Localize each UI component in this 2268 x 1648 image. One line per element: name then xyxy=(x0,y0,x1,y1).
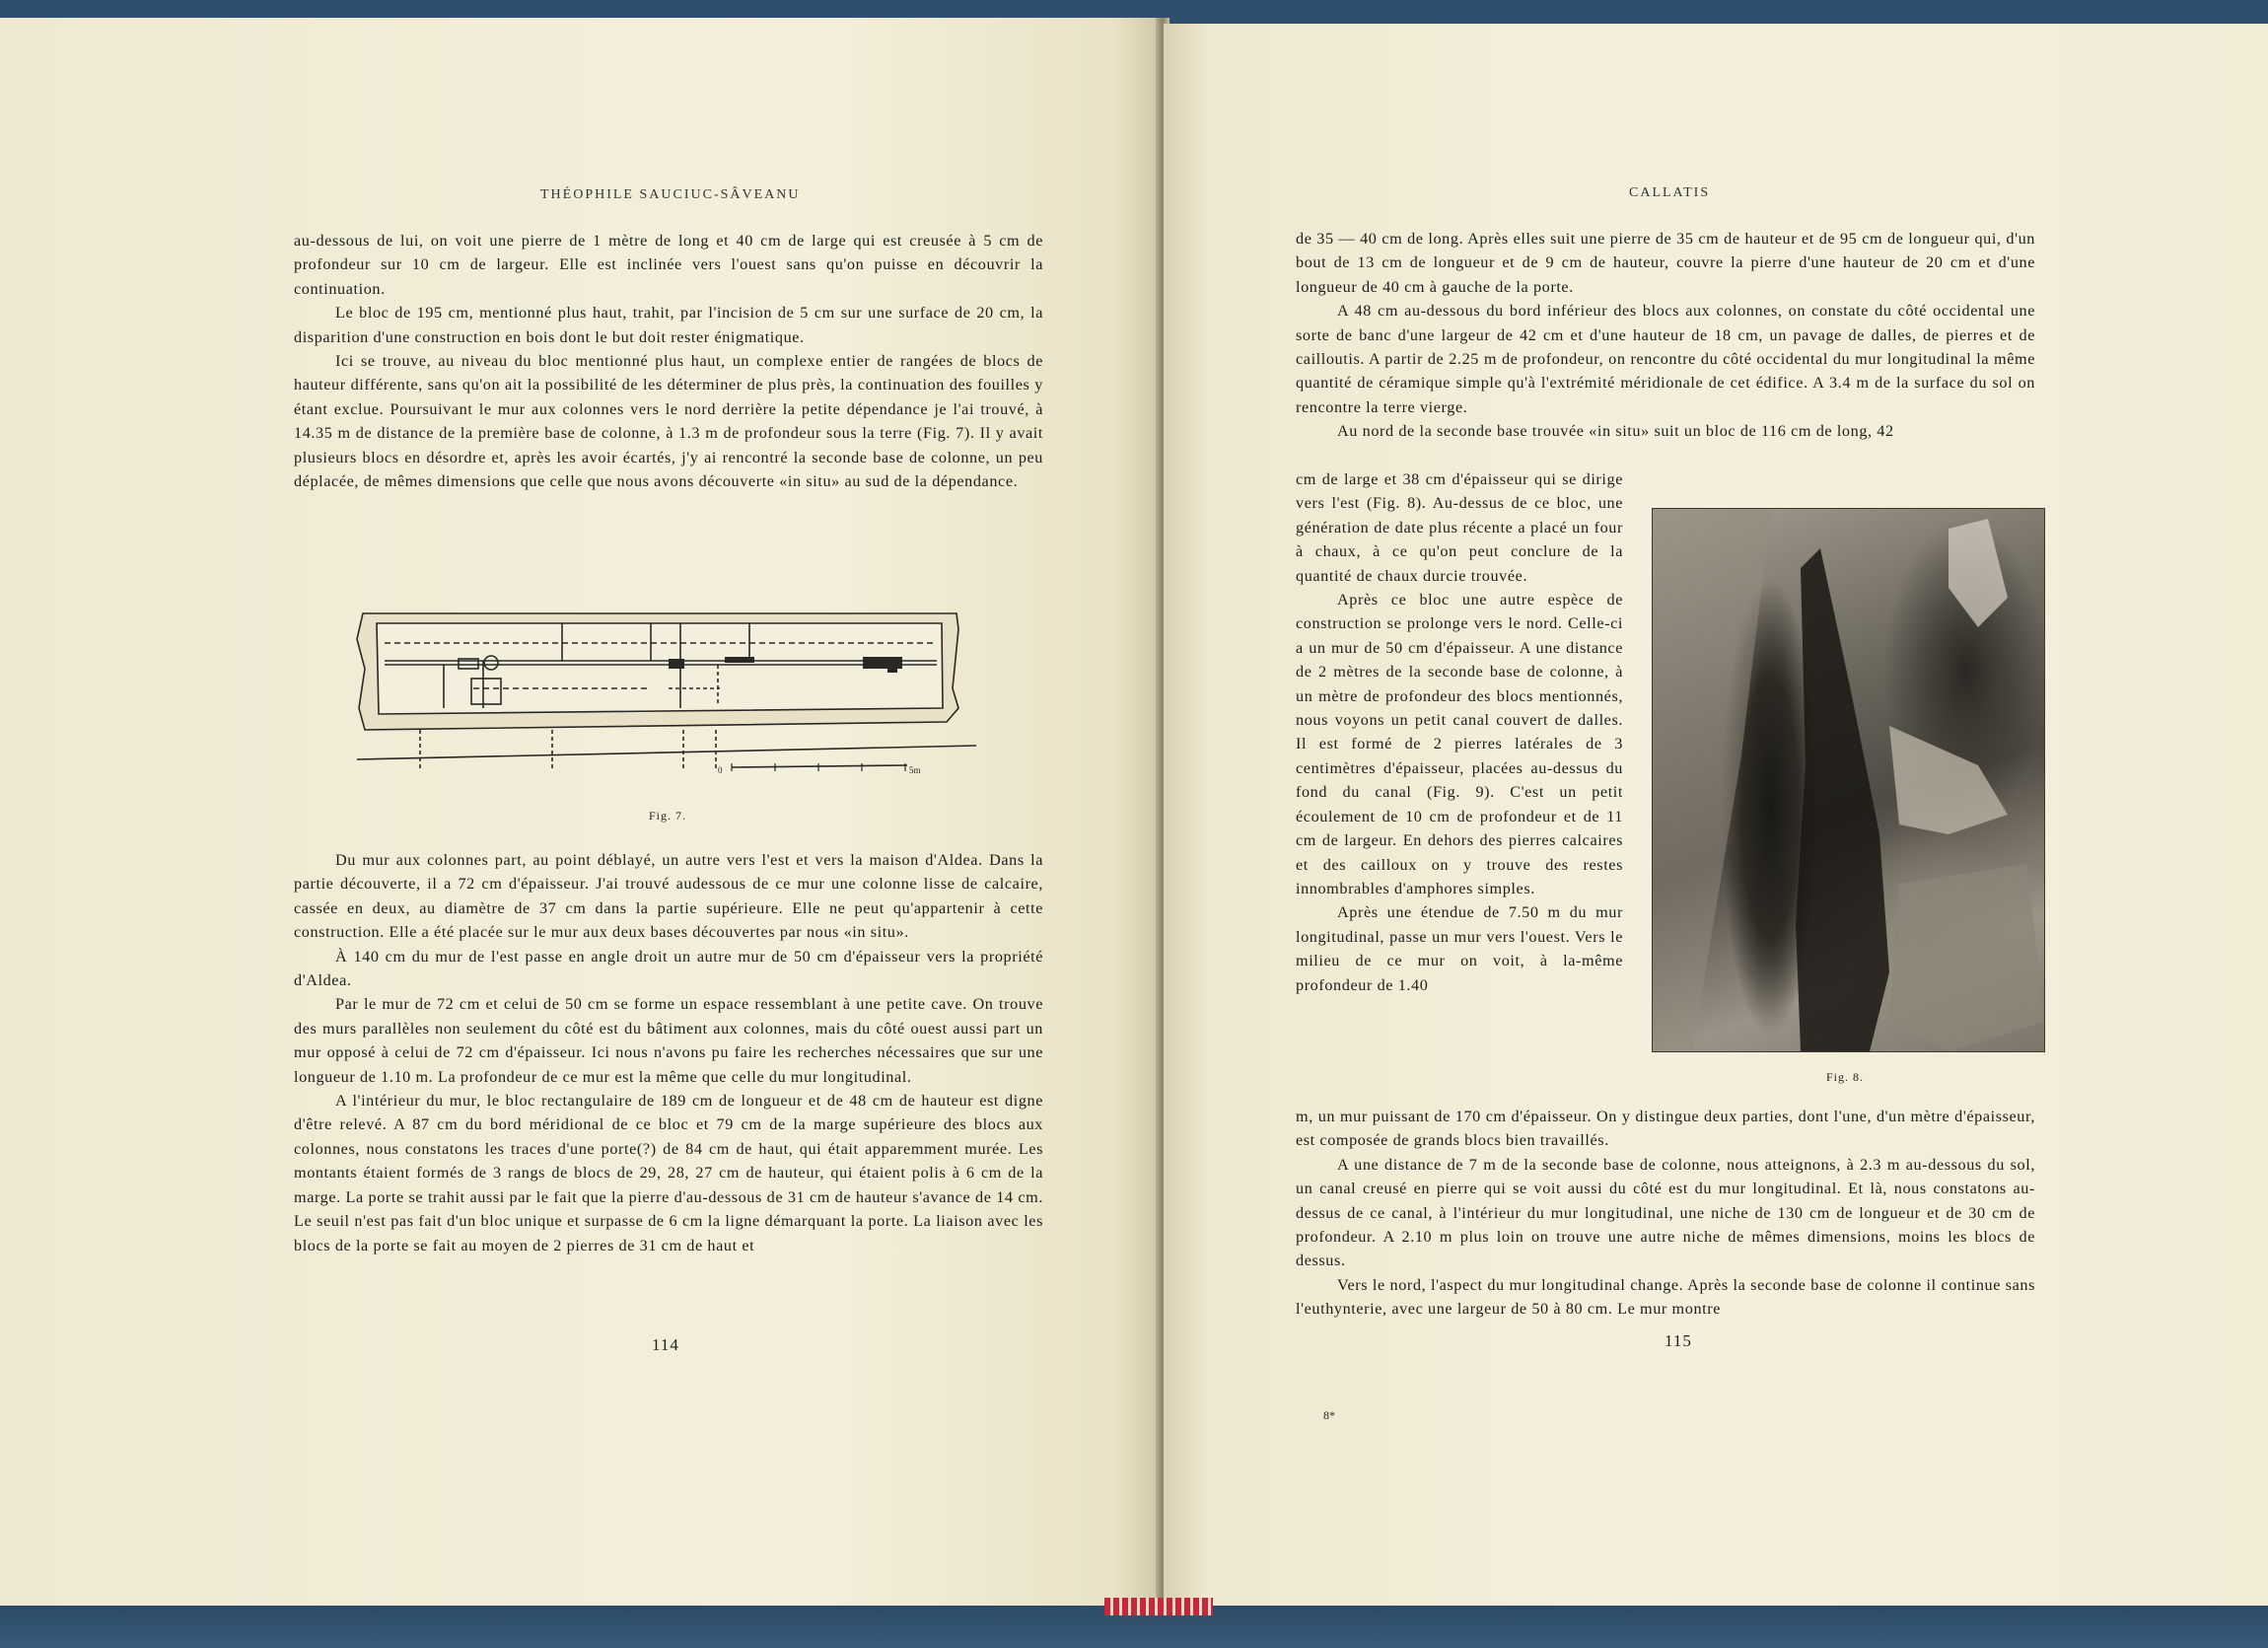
right-text-top xyxy=(1296,227,2035,444)
right-text-bottom xyxy=(1296,1105,2035,1322)
paragraph: A 48 cm au-dessous du bord inférieur des blocs aux colonnes, on constate du côté occidental une sorte de banc d'une largeur de 42 cm et d'une hauteur de 18 cm, un pavage de dalles, de pierres et de cailloutis. A partir de 2.25 m de profondeur, on rencontre du côté occidental du mur longitudinal la même quantité de céramique simple qu'à l'extrémité méridionale de cet édifice. A 3.4 m de la surface du sol on rencontre la terre vierge. xyxy=(1296,302,2035,416)
paragraph: Vers le nord, l'aspect du mur longitudinal change. Après la seconde base de colonne il continue sans l'euthynterie, avec une largeur de 50 à 80 cm. Le mur montre xyxy=(1296,1275,2035,1319)
paragraph: À 140 cm du mur de l'est passe en angle droit un autre mur de 50 cm d'épaisseur vers la propriété d'Aldea. xyxy=(294,947,1043,990)
figure-8-photo xyxy=(1652,508,2045,1052)
right-text-narrow xyxy=(1296,467,1623,997)
paragraph: m, un mur puissant de 170 cm d'épaisseur. On y distingue deux parties, dont l'une, d'un mètre d'épaisseur, est composée de grands blocs bien travaillés. xyxy=(1296,1108,2035,1150)
left-text-top xyxy=(294,229,1043,493)
bookmark-ribbon xyxy=(1104,1598,1213,1615)
scale-zero-label: 0 xyxy=(718,765,723,775)
paragraph: Par le mur de 72 cm et celui de 50 cm se forme un espace ressemblant à une petite cave. On trouve des murs parallèles non seulement du côté est du bâtiment aux colonnes, mais du côté ouest aussi part un mur opposé à celui de 72 cm d'épaisseur. Ici nous n'avons pu faire les recherches nécessaires que sur une longueur de 1.10 m. La profondeur de ce mur est la même que celle du mur longitudinal. xyxy=(294,995,1043,1086)
paragraph: cm de large et 38 cm d'épaisseur qui se dirige vers l'est (Fig. 8). Au-dessus de ce bloc, une génération de date plus récente a placé un four à chaux, à ce qu'on peut conclure de la quantité de chaux durcie trouvée. xyxy=(1296,470,1623,585)
paragraph: A une distance de 7 m de la seconde base de colonne, nous atteignons, à 2.3 m au-dessous du sol, un canal creusé en pierre qui se voit aussi du côté est du mur longitudinal. Et là, nous constatons au-dessus de ce canal, à l'intérieur du mur longitudinal, une niche de 130 cm de longueur et de 30 cm de profondeur. A 2.10 m plus loin on trouve une autre niche de mêmes dimensions, moins les blocs de dessus. xyxy=(1296,1155,2035,1270)
paragraph: Ici se trouve, au niveau du bloc mentionné plus haut, un complexe entier de rangées de blocs de hauteur différente, sans qu'on ait la possibilité de les déterminer de plus près, la continuation des fouilles y étant exclue. Poursuivant le mur aux colonnes vers le nord derrière la petite dépendance je l'ai trouvé, à 14.35 m de distance de la première base de colonne, à 1.3 m de profondeur sous la terre (Fig. 7). Il y avait plusieurs blocs en désordre et, après les avoir écartés, j'y ai rencontré la seconde base de colonne, un peu déplacée, de mêmes dimensions que celle que nous avons découverte «in situ» au sud de la dépendance. xyxy=(294,352,1043,491)
right-page-number: 115 xyxy=(1665,1331,1692,1350)
paragraph: Après ce bloc une autre espèce de construction se prolonge vers le nord. Celle-ci a un mur de 50 cm d'épaisseur. A une distance de 2 mètres de la seconde base de colonne, à un mètre de profondeur des blocs mentionnés, nous voyons un petit canal couvert de dalles. Il est formé de 2 pierres latérales de 3 centimètres d'épaisseur, placées au-dessus du fond du canal (Fig. 9). C'est un petit écoulement de 10 cm de profondeur et de 11 cm de largeur. En dehors des pierres calcaires et des cailloux on y trouve des restes innombrables d'amphores simples. xyxy=(1296,591,1623,897)
figure-7-plan xyxy=(355,600,986,797)
paragraph: A l'intérieur du mur, le bloc rectangulaire de 189 cm de longueur et de 48 cm de hauteur est digne d'être relevé. A 87 cm du bord méridional de ce bloc et 79 cm de la marge supérieure des blocs aux colonnes, nous constatons les traces d'une porte(?) de 84 cm de haut, qui était apparemment murée. Les montants étaient formés de 3 rangs de blocs de 29, 28, 27 cm de hauteur, qui étaient polis à 6 cm de la marge. La porte se trahit aussi par le fait que la pierre d'au-dessous de 31 cm de hauteur s'avance de 14 cm. Le seuil n'est pas fait d'un bloc unique et surpasse de 6 cm la ligne démarquant la porte. La liaison avec les blocs de la porte se fait au moyen de 2 pierres de 31 cm de haut et xyxy=(294,1092,1043,1254)
signature-mark: 8* xyxy=(1323,1408,1335,1422)
left-text-bottom xyxy=(294,848,1043,1257)
paragraph: Au nord de la seconde base trouvée «in situ» suit un bloc de 116 cm de long, 42 xyxy=(1337,422,1894,441)
figure-8-caption: Fig. 8. xyxy=(1826,1070,1865,1084)
paragraph: Après une étendue de 7.50 m du mur longitudinal, passe un mur vers l'ouest. Vers le milieu de ce mur on voit, à la-même profondeur de 1.40 xyxy=(1296,903,1623,994)
paragraph: de 35 — 40 cm de long. Après elles suit une pierre de 35 cm de hauteur et de 95 cm de longueur qui, d'un bout de 13 cm de longueur et de 9 cm de hauteur, couvre la pierre d'une hauteur de 20 cm et d'une longueur de 40 cm à gauche de la porte. xyxy=(1296,230,2035,296)
paragraph: au-dessous de lui, on voit une pierre de 1 mètre de long et 40 cm de large qui est creusée à 5 cm de profondeur sur 10 cm de largeur. Elle est inclinée vers l'ouest sans qu'on puisse en découvrir la continuation. xyxy=(294,232,1043,298)
left-running-head: THÉOPHILE SAUCIUC-SÂVEANU xyxy=(540,187,801,202)
paragraph: Le bloc de 195 cm, mentionné plus haut, trahit, par l'incision de 5 cm sur une surface de 20 cm, la disparition d'une construction en bois dont le but doit rester énigmatique. xyxy=(294,304,1043,346)
scale-unit-label: 5m xyxy=(909,765,921,775)
book-spread xyxy=(0,18,2268,1615)
figure-7-caption: Fig. 7. xyxy=(649,809,687,823)
paragraph: Du mur aux colonnes part, au point déblayé, un autre vers l'est et vers la maison d'Aldea. Dans la partie découverte, il a 72 cm d'épaisseur. J'ai trouvé audessous de ce mur une colonne lisse de calcaire, cassée en deux, au diamètre de 37 cm dans la partie supérieure. Elle ne peut qu'appartenir à cette construction. Elle a été placée sur le mur aux deux bases découvertes par nous «in situ». xyxy=(294,851,1043,942)
right-running-head: CALLATIS xyxy=(1629,185,1711,200)
left-page-number: 114 xyxy=(652,1335,679,1354)
